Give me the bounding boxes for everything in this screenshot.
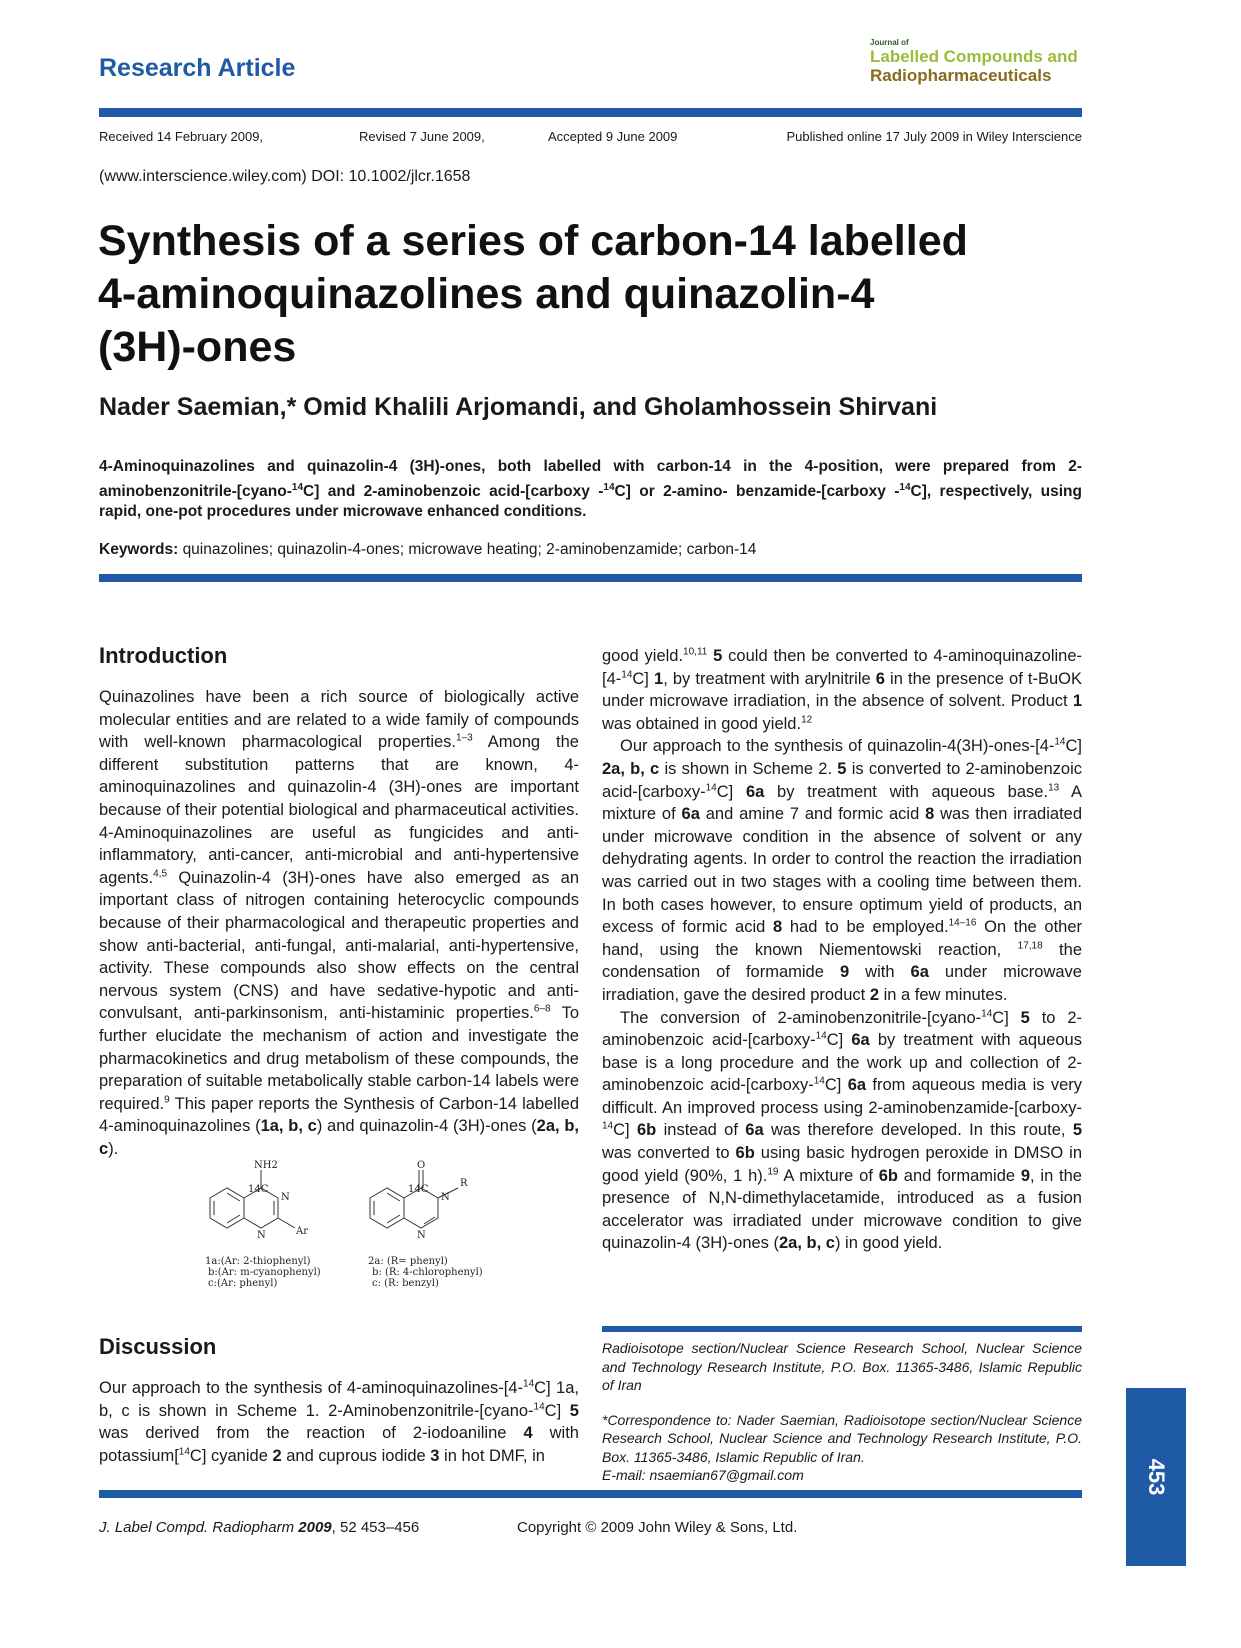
affiliation: Radioisotope section/Nuclear Science Research School, Nuclear Science and Technology Research Institute, P.O. Box. 11365-3486, Islamic Republic of Iran [602, 1340, 1082, 1393]
o-label: O [417, 1160, 426, 1171]
right-label-b: b: (R: 4-chlorophenyl) [372, 1267, 483, 1278]
left-benzene-ring [210, 1188, 244, 1228]
journal-logo-small: Journal of [870, 38, 909, 47]
introduction-heading: Introduction [99, 643, 228, 668]
received-date: Received 14 February 2009, [99, 129, 264, 144]
abstract-part-3: C] or 2-amino- benzamide-[carboxy - [614, 482, 900, 500]
paper-title [98, 215, 968, 374]
nh2-label: NH2 [254, 1160, 278, 1171]
abstract [99, 457, 1082, 523]
footer-volume: , 52 453–456 [331, 1519, 420, 1536]
published-date: Published online 17 July 2009 in Wiley Interscience [786, 129, 1082, 144]
n-label-left-1: N [281, 1192, 290, 1203]
discussion-paragraph: Our approach to the synthesis of 4-aminoquinazolines-[4-$^{14}$C] 1a, b, c is shown in Scheme 1. 2-Aminobenzonitrile-[cyano-$^{14}$C] 5 was derived from the reaction of 2-iodoaniline 4 with potassium[$^{14}$C] cyanide 2 and cuprous iodide 3 in hot DMF, in [99, 1378, 579, 1465]
title-line-1: Synthesis of a series of carbon-14 labelled [98, 217, 968, 265]
footer-rule [99, 1490, 1082, 1498]
abstract-part-4: C], respectively, using rapid, one-pot procedures under microwave enhanced conditions. [99, 482, 1082, 521]
page-number: 453 [1144, 1458, 1169, 1496]
abstract-sup-2: 14 [603, 481, 615, 493]
revised-date: Revised 7 June 2009, [359, 129, 485, 144]
abstract-sup-3: 14 [899, 481, 911, 493]
right-label-c: c: (R: benzyl) [372, 1278, 439, 1289]
left-aryl-bond [278, 1218, 295, 1228]
title-line-3: (3H)-ones [98, 323, 297, 371]
affiliation-block [602, 1339, 1082, 1485]
right-benzene-ring [370, 1188, 404, 1228]
accepted-date: Accepted 9 June 2009 [548, 129, 678, 144]
right-paragraph-3: The conversion of 2-aminobenzonitrile-[cyano-$^{14}$C] 5 to 2-aminobenzoic acid-[carboxy-$^{14}$C] 6a by treatment with aqueous base is a long procedure and the work up and collection of 2-aminobenzoic acid-[carboxy-$^{14}$C] 6a from aqueous media is very difficult. An improved process using 2-aminobenzamide-[carboxy-$^{14}$C] 6b instead of 6a was therefore developed. In this route, 5 was converted to 6b using basic hydrogen peroxide in DMSO in good yield (90%, 1 h).$^{19}$ A mixture of 6b and formamide 9, in the presence of N,N-dimethylacetamide, introduced as a fusion accelerator was irradiated under microwave condition to give quinazolin-4 (3H)-ones (2a, b, c) in good yield. [602, 1008, 1082, 1253]
r-label: R [460, 1178, 468, 1189]
journal-logo-line2: Radiopharmaceuticals [870, 66, 1052, 85]
c14-label-right: 14C [408, 1184, 429, 1195]
c14-label-left: 14C [248, 1184, 269, 1195]
structures-figure [180, 1160, 510, 1305]
doi-line: (www.interscience.wiley.com) DOI: 10.1002/jlcr.1658 [99, 168, 471, 185]
authors: Nader Saemian,* Omid Khalili Arjomandi, and Gholamhossein Shirvani [99, 393, 938, 421]
ar-label: Ar [296, 1226, 309, 1237]
abstract-part-2: C] and 2-aminobenzoic acid-[carboxy - [303, 482, 604, 500]
correspondence: *Correspondence to: Nader Saemian, Radioisotope section/Nuclear Science Research School, Nuclear Science and Technology Research Institute, P.O. Box. 11365-3486, Islamic Republic of Iran. [602, 1411, 1082, 1465]
affiliation-rule [602, 1326, 1082, 1332]
footer-year: 2009 [298, 1519, 332, 1536]
right-paragraph-1: good yield.$^{10,11}$ 5 could then be converted to 4-aminoquinazoline-[4-$^{14}$C] 1, by treatment with arylnitrile 6 in the presence of t-BuOK under microwave irradiation, in the absence of solvent. Product 1 was obtained in good yield.$^{12}$ [602, 646, 1082, 733]
journal-logo [870, 38, 1082, 85]
journal-logo-line1: Labelled Compounds and [870, 47, 1078, 66]
footer-citation [99, 1519, 419, 1536]
discussion-body [99, 1377, 579, 1467]
article-type: Research Article [99, 54, 296, 82]
left-label-a: 1a:(Ar: 2-thiophenyl) [205, 1256, 311, 1267]
introduction-body [99, 686, 579, 1160]
n-label-right-2: N [417, 1230, 426, 1241]
abstract-sup-1: 14 [291, 481, 304, 493]
right-label-a: 2a: (R= phenyl) [368, 1256, 448, 1267]
right-column-body [602, 645, 1082, 1255]
keywords-text: quinazolines; quinazolin-4-ones; microwave heating; 2-aminobenzamide; carbon-14 [182, 541, 757, 558]
discussion-heading: Discussion [99, 1334, 217, 1359]
footer-journal: J. Label Compd. Radiopharm [99, 1519, 295, 1536]
page-number-tab [1126, 1388, 1186, 1566]
keywords [99, 541, 756, 559]
keywords-label: Keywords: [99, 541, 179, 558]
title-line-2: 4-aminoquinazolines and quinazolin-4 [98, 270, 875, 318]
correspondence-email: E-mail: nsaemian67@gmail.com [602, 1467, 804, 1483]
left-label-b: b:(Ar: m-cyanophenyl) [208, 1267, 321, 1278]
abstract-part-1: 4-Aminoquinazolines and quinazolin-4 (3H)-ones, both labelled with carbon-14 in the 4-position, were prepared from 2-aminobenzonitrile-[cyano- [99, 458, 1082, 500]
right-paragraph-2: Our approach to the synthesis of quinazolin-4(3H)-ones-[4-$^{14}$C] 2a, b, c is shown in Scheme 2. 5 is converted to 2-aminobenzoic acid-[carboxy-$^{14}$C] 6a by treatment with aqueous base.$^{13}$ A mixture of 6a and amine 7 and formic acid 8 was then irradiated under microwave condition in the absence of solvent or any dehydrating agents. In order to control the reaction the irradiation was carried out in two stages with a cooling time between them. In both cases however, to ensure optimum yield of products, an excess of formic acid 8 had to be employed.$^{14-16}$ On the other hand, using the known Niementowski reaction, $^{17,18}$ the condensation of formamide 9 with 6a under microwave irradiation, gave the desired product 2 in a few minutes. [602, 736, 1083, 1004]
abstract-rule [99, 574, 1082, 582]
intro-paragraph: Quinazolines have been a rich source of biologically active molecular entities and are related to a wide family of compounds with well-known pharmacological properties.$^{1-3}$ Among the different substitution patterns that are known, 4-aminoquinazolines and quinazolin-4 (3H)-ones are important because of their potential biological and pharmaceutical activities. 4-Aminoquinazolines are useful as fungicides and anti-inflammatory, anti-cancer, anti-microbial and anti-hypertensive agents.$^{4,5}$ Quinazolin-4 (3H)-ones have also emerged as an important class of nitrogen containing heterocyclic compounds because of their pharmacological and therapeutic properties and show anti-bacterial, anti-fungal, anti-malarial, anti-hypertensive, activity. These compounds also show effects on the central nervous system (CNS) and have sedative-hypotic and anti-convulsant, anti-parkinsonism, anti-histaminic properties.$^{6-8}$ To further elucidate the mechanism of action and investigate the pharmacokinetics and drug metabolism of these compounds, the preparation of suitable metabolically stable carbon-14 labels were required.$^9$ This paper reports the Synthesis of Carbon-14 labelled 4-aminoquinazolines (1a, b, c) and quinazolin-4 (3H)-ones (2a, b, c). [99, 688, 579, 1158]
n-label-left-2: N [257, 1230, 266, 1241]
n-label-right-1: N [441, 1192, 450, 1203]
footer-copyright: Copyright © 2009 John Wiley & Sons, Ltd. [517, 1519, 798, 1536]
header-rule [99, 108, 1082, 117]
left-label-c: c:(Ar: phenyl) [208, 1278, 278, 1289]
